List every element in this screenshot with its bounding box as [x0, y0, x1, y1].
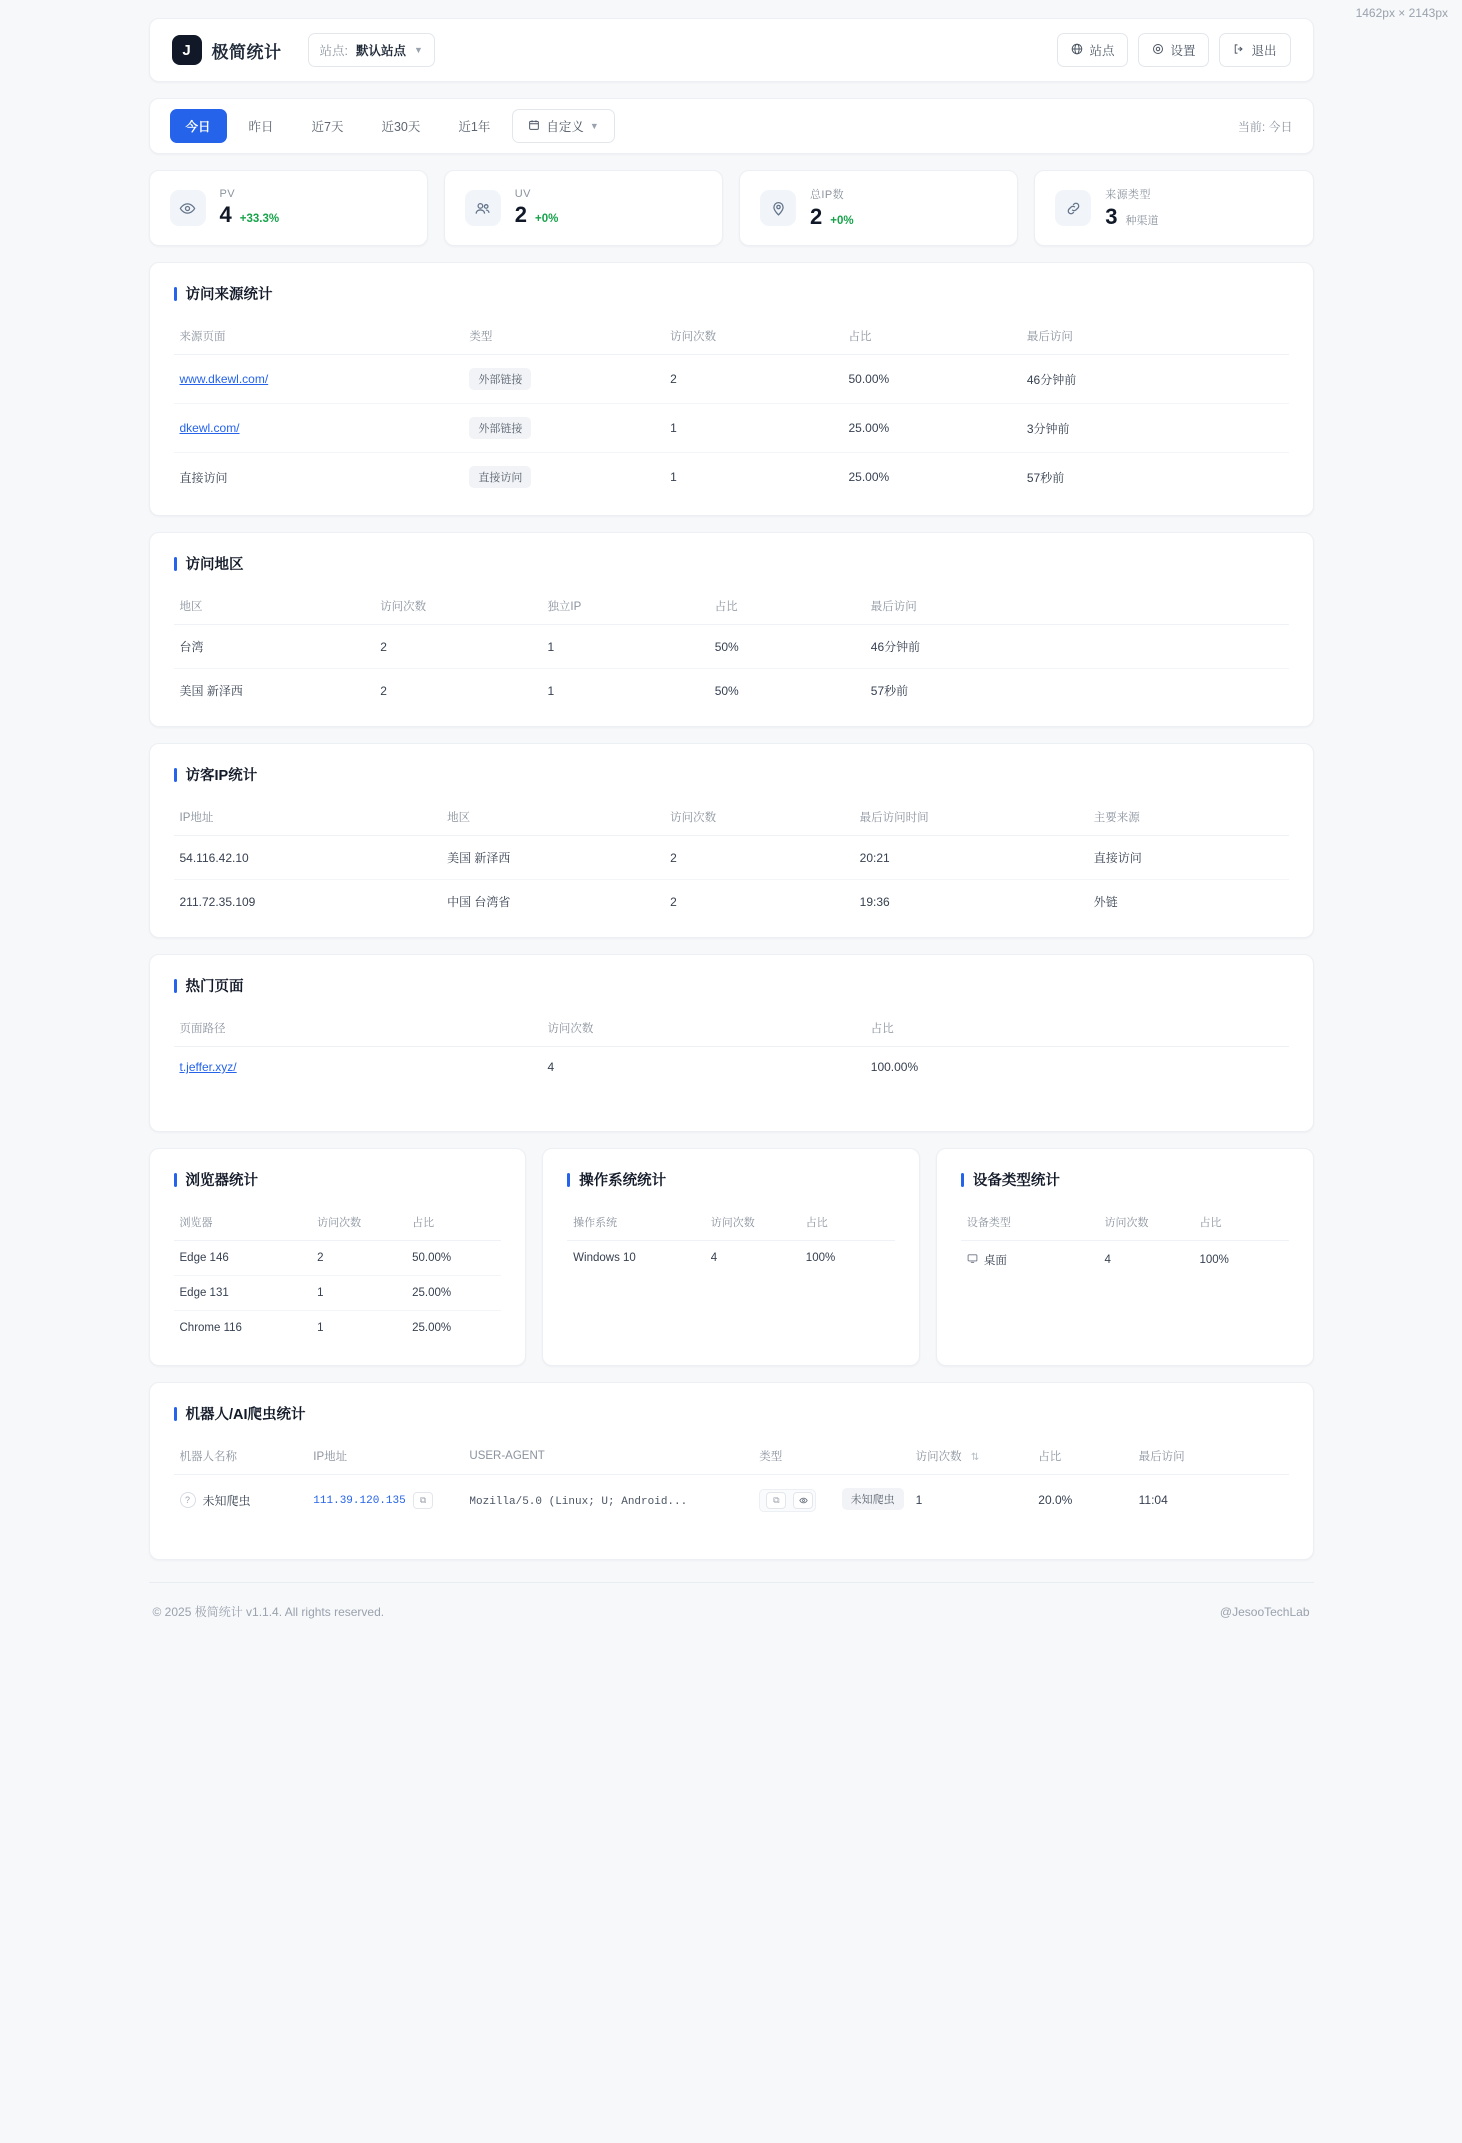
- col-source-type: 类型: [463, 320, 664, 355]
- table-row: [174, 1475, 1289, 1526]
- sources-section: [149, 262, 1314, 516]
- view-ua-icon[interactable]: [793, 1492, 813, 1509]
- bot-name: 未知爬虫: [202, 1493, 251, 1508]
- regions-section: [149, 532, 1314, 727]
- sources-title: 访问来源统计: [174, 283, 1289, 304]
- footer-copyright: © 2025 极简统计 v1.1.4. All rights reserved.: [152, 1605, 385, 1619]
- table-header-row: [174, 1440, 1289, 1475]
- table-row: [961, 1241, 1289, 1280]
- col-os-percent: 占比: [800, 1206, 895, 1241]
- col-ip-last-time: 最后访问时间: [854, 801, 1088, 836]
- col-bot-visits[interactable]: [910, 1440, 1033, 1475]
- page-percent: 100.00%: [870, 1060, 919, 1074]
- col-bot-percent: 占比: [1032, 1440, 1132, 1475]
- ip-visits: 2: [664, 836, 854, 880]
- table-header-row: [567, 1206, 895, 1241]
- col-os: 操作系统: [567, 1206, 705, 1241]
- browser-name: Edge 146: [174, 1241, 312, 1276]
- page-root: [149, 0, 1314, 1650]
- copy-icon[interactable]: ⧉: [413, 1492, 433, 1509]
- table-header-row: [174, 320, 1289, 355]
- browser-percent: 50.00%: [406, 1241, 501, 1276]
- date-range-bar: [149, 98, 1314, 154]
- col-source-visits: 访问次数: [664, 320, 842, 355]
- col-browser-percent: 占比: [406, 1206, 501, 1241]
- eye-icon: [170, 190, 206, 226]
- logout-button[interactable]: [1219, 33, 1290, 67]
- page-path-link[interactable]: t.jeffer.xyz/: [179, 1060, 237, 1074]
- region-name: 美国 新泽西: [179, 684, 243, 698]
- source-type-tag: 外部链接: [469, 368, 531, 390]
- col-source-last: 最后访问: [1021, 320, 1289, 355]
- col-source-page: 来源页面: [174, 320, 464, 355]
- stat-unit-source-type: 种渠道: [1125, 215, 1159, 227]
- stat-card-total-ip: [739, 170, 1018, 246]
- settings-button[interactable]: [1138, 33, 1209, 67]
- range-chip-today[interactable]: 今日: [170, 109, 227, 143]
- browser-percent: 25.00%: [406, 1276, 501, 1311]
- os-visits: 4: [710, 1252, 718, 1264]
- site-selector-label: 站点:: [319, 44, 348, 58]
- os-name: Windows 10: [573, 1252, 636, 1264]
- screenshot-size-label: 1462px × 2143px: [1355, 6, 1448, 20]
- stat-value-uv: 2: [514, 202, 527, 227]
- table-header-row: [174, 1012, 1289, 1047]
- browser-percent: 25.00%: [412, 1322, 452, 1334]
- range-chip-custom-label: 自定义: [546, 120, 584, 134]
- col-browser-visits: 访问次数: [311, 1206, 406, 1241]
- col-bot-name: 机器人名称: [174, 1440, 308, 1475]
- region-percent: 50%: [714, 683, 739, 698]
- site-selector-value: 默认站点: [355, 44, 406, 58]
- hot-pages-title: 热门页面: [174, 975, 1289, 996]
- browsers-section: [149, 1148, 527, 1366]
- col-region-percent: 占比: [709, 590, 865, 625]
- table-row: [567, 1241, 895, 1276]
- source-visits: 1: [670, 470, 677, 484]
- source-type-tag: 直接访问: [469, 466, 531, 488]
- bot-user-agent: Mozilla/5.0 (Linux; U; Android...: [469, 1495, 688, 1508]
- region-visits: 2: [380, 683, 387, 698]
- col-os-visits: 访问次数: [705, 1206, 800, 1241]
- table-row: [174, 880, 1289, 924]
- app-logo-icon: J: [172, 35, 202, 65]
- visitor-ip-section: [149, 743, 1314, 938]
- sources-table: [174, 320, 1289, 501]
- stat-value-pv: 4: [219, 202, 232, 227]
- table-row: [174, 355, 1289, 404]
- range-chip-1year[interactable]: 近1年: [458, 120, 491, 134]
- distribution-row: [149, 1148, 1314, 1366]
- visitor-ip-title: 访客IP统计: [174, 764, 1289, 785]
- table-header-row: [174, 590, 1289, 625]
- browser-visits: 1: [311, 1276, 406, 1311]
- range-chip-custom[interactable]: [512, 109, 614, 143]
- ip-source: 外链: [1093, 895, 1118, 909]
- col-region: 地区: [174, 590, 375, 625]
- bots-title: 机器人/AI爬虫统计: [174, 1403, 1289, 1424]
- col-ip-visits: 访问次数: [664, 801, 854, 836]
- visitor-ip-table: [174, 801, 1289, 923]
- table-row: [174, 836, 1289, 880]
- ip-address: 54.116.42.10: [174, 836, 442, 880]
- stat-value-source-type: 3: [1105, 204, 1118, 229]
- ua-actions: [759, 1489, 816, 1512]
- region-last: 57秒前: [870, 684, 909, 698]
- stat-card-source-type: [1034, 170, 1313, 246]
- table-row: [174, 669, 1289, 713]
- table-row: [174, 453, 1289, 502]
- ip-visits: 2: [670, 894, 677, 909]
- col-page-path: 页面路径: [174, 1012, 542, 1047]
- col-bot-visits-label: 访问次数: [915, 1451, 962, 1463]
- header-actions: [1057, 33, 1290, 67]
- source-last: 3分钟前: [1021, 404, 1289, 453]
- current-range-label: 当前: 今日: [1237, 119, 1293, 134]
- os-table: [567, 1206, 895, 1275]
- region-last: 46分钟前: [865, 625, 1289, 669]
- users-icon: [465, 190, 501, 226]
- ip-region: 美国 新泽西: [441, 836, 664, 880]
- table-row: [174, 1276, 502, 1311]
- chevron-down-icon: ▼: [589, 121, 599, 131]
- col-device: 设备类型: [961, 1206, 1099, 1241]
- col-page-percent: 占比: [865, 1012, 1289, 1047]
- source-last: 46分钟前: [1021, 355, 1289, 404]
- app-title: 极简统计: [211, 42, 282, 62]
- bots-section: [149, 1382, 1314, 1560]
- source-percent: 25.00%: [842, 404, 1020, 453]
- region-percent: 50%: [709, 625, 865, 669]
- desktop-icon: [967, 1253, 978, 1267]
- table-header-row: [174, 1206, 502, 1241]
- hot-pages-table: [174, 1012, 1289, 1087]
- region-visits: 2: [374, 625, 541, 669]
- brand: [172, 33, 435, 67]
- bot-visits: 1: [915, 1493, 923, 1507]
- hot-pages-section: [149, 954, 1314, 1132]
- table-row: [174, 404, 1289, 453]
- device-percent: 100%: [1199, 1254, 1229, 1266]
- date-range-chips: [170, 109, 615, 143]
- sites-button-label: 站点: [1089, 44, 1115, 58]
- col-region-visits: 访问次数: [374, 590, 541, 625]
- footer-credit: @JesooTechLab: [1219, 1604, 1310, 1619]
- bot-percent: 20.0%: [1038, 1493, 1073, 1507]
- site-selector[interactable]: [308, 33, 435, 67]
- pin-icon: [760, 190, 796, 226]
- table-header-row: [961, 1206, 1289, 1241]
- page-footer: [149, 1582, 1314, 1650]
- app-header: [149, 18, 1314, 82]
- col-page-visits: 访问次数: [541, 1012, 864, 1047]
- browsers-title: 浏览器统计: [174, 1169, 502, 1190]
- stat-label-uv: UV: [514, 188, 531, 200]
- col-ip-region: 地区: [441, 801, 664, 836]
- source-type-tag: 外部链接: [469, 417, 531, 439]
- browsers-table: [174, 1206, 502, 1345]
- col-bot-ip: IP地址: [307, 1440, 463, 1475]
- os-title: 操作系统统计: [567, 1169, 895, 1190]
- col-bot-last: 最后访问: [1133, 1440, 1289, 1475]
- sites-button[interactable]: [1057, 33, 1128, 67]
- os-section: [542, 1148, 920, 1366]
- col-region-last: 最后访问: [865, 590, 1289, 625]
- col-device-visits: 访问次数: [1098, 1206, 1193, 1241]
- os-percent: 100%: [805, 1252, 836, 1264]
- source-percent: 25.00%: [848, 470, 890, 484]
- source-visits: 1: [664, 404, 842, 453]
- ip-last-time: 20:21: [854, 836, 1088, 880]
- globe-icon: [1071, 43, 1083, 58]
- table-row: [174, 1241, 502, 1276]
- col-bot-type: 类型: [753, 1440, 909, 1475]
- source-page-link[interactable]: dkewl.com/: [179, 421, 240, 435]
- stat-label-source-type: 来源类型: [1105, 189, 1151, 201]
- question-icon: ?: [180, 1492, 196, 1508]
- source-page-text: 直接访问: [179, 470, 228, 485]
- col-ip: IP地址: [174, 801, 442, 836]
- stat-delta-total-ip: +0%: [830, 215, 854, 227]
- stat-label-pv: PV: [219, 188, 235, 200]
- ip-source: 直接访问: [1088, 836, 1289, 880]
- devices-section: [936, 1148, 1314, 1366]
- stat-cards: [149, 170, 1314, 246]
- link-icon: [1055, 190, 1091, 226]
- devices-table: [961, 1206, 1289, 1279]
- stat-value-total-ip: 2: [810, 204, 823, 229]
- col-browser: 浏览器: [174, 1206, 312, 1241]
- bot-last: 11:04: [1138, 1493, 1168, 1507]
- stat-card-uv: [444, 170, 723, 246]
- devices-title: 设备类型统计: [961, 1169, 1289, 1190]
- stat-delta-uv: +0%: [535, 213, 559, 225]
- regions-table: [174, 590, 1289, 712]
- col-device-percent: 占比: [1193, 1206, 1288, 1241]
- gear-icon: [1152, 43, 1164, 58]
- region-ips: 1: [541, 625, 708, 669]
- bot-ip: 111.39.120.135: [313, 1494, 406, 1507]
- device-name: 桌面: [983, 1255, 1007, 1267]
- page-visits: 4: [547, 1060, 555, 1074]
- logout-icon: [1233, 43, 1245, 58]
- ip-address: 211.72.35.109: [179, 894, 256, 909]
- region-ips: 1: [547, 683, 555, 698]
- col-ip-source: 主要来源: [1088, 801, 1289, 836]
- range-chip-30days[interactable]: 近30天: [381, 120, 421, 134]
- browser-name: Chrome 116: [179, 1322, 242, 1334]
- table-row: [174, 625, 1289, 669]
- col-source-percent: 占比: [842, 320, 1020, 355]
- calendar-icon: [528, 119, 540, 134]
- stat-delta-pv: +33.3%: [239, 213, 280, 225]
- settings-button-label: 设置: [1170, 44, 1196, 58]
- source-percent: 50.00%: [842, 355, 1020, 404]
- table-row: [174, 1047, 1289, 1088]
- source-page-link[interactable]: www.dkewl.com/: [179, 372, 269, 386]
- source-last: 57秒前: [1026, 470, 1065, 485]
- logout-button-label: 退出: [1251, 44, 1277, 58]
- browser-visits: 1: [317, 1322, 324, 1334]
- copy-ua-icon[interactable]: ⧉: [766, 1492, 786, 1509]
- bot-type-tag: 未知爬虫: [842, 1488, 904, 1510]
- stat-label-total-ip: 总IP数: [810, 189, 844, 201]
- ip-last-time: 19:36: [859, 894, 890, 909]
- table-row: [174, 1311, 502, 1346]
- range-chip-7days[interactable]: 近7天: [311, 120, 344, 134]
- range-chip-yesterday[interactable]: 昨日: [248, 120, 274, 134]
- table-header-row: [174, 801, 1289, 836]
- chevron-down-icon: ▼: [414, 45, 423, 55]
- stat-card-pv: [149, 170, 428, 246]
- device-visits: 4: [1104, 1254, 1111, 1266]
- region-name: 台湾: [174, 625, 375, 669]
- regions-title: 访问地区: [174, 553, 1289, 574]
- col-region-ips: 独立IP: [541, 590, 708, 625]
- browser-visits: 2: [311, 1241, 406, 1276]
- bots-table: [174, 1440, 1289, 1525]
- sort-icon[interactable]: ⇅: [970, 1452, 980, 1463]
- col-bot-ua: USER-AGENT: [463, 1440, 753, 1475]
- source-visits: 2: [664, 355, 842, 404]
- ip-region: 中国 台湾省: [447, 895, 511, 909]
- browser-name: Edge 131: [174, 1276, 312, 1311]
